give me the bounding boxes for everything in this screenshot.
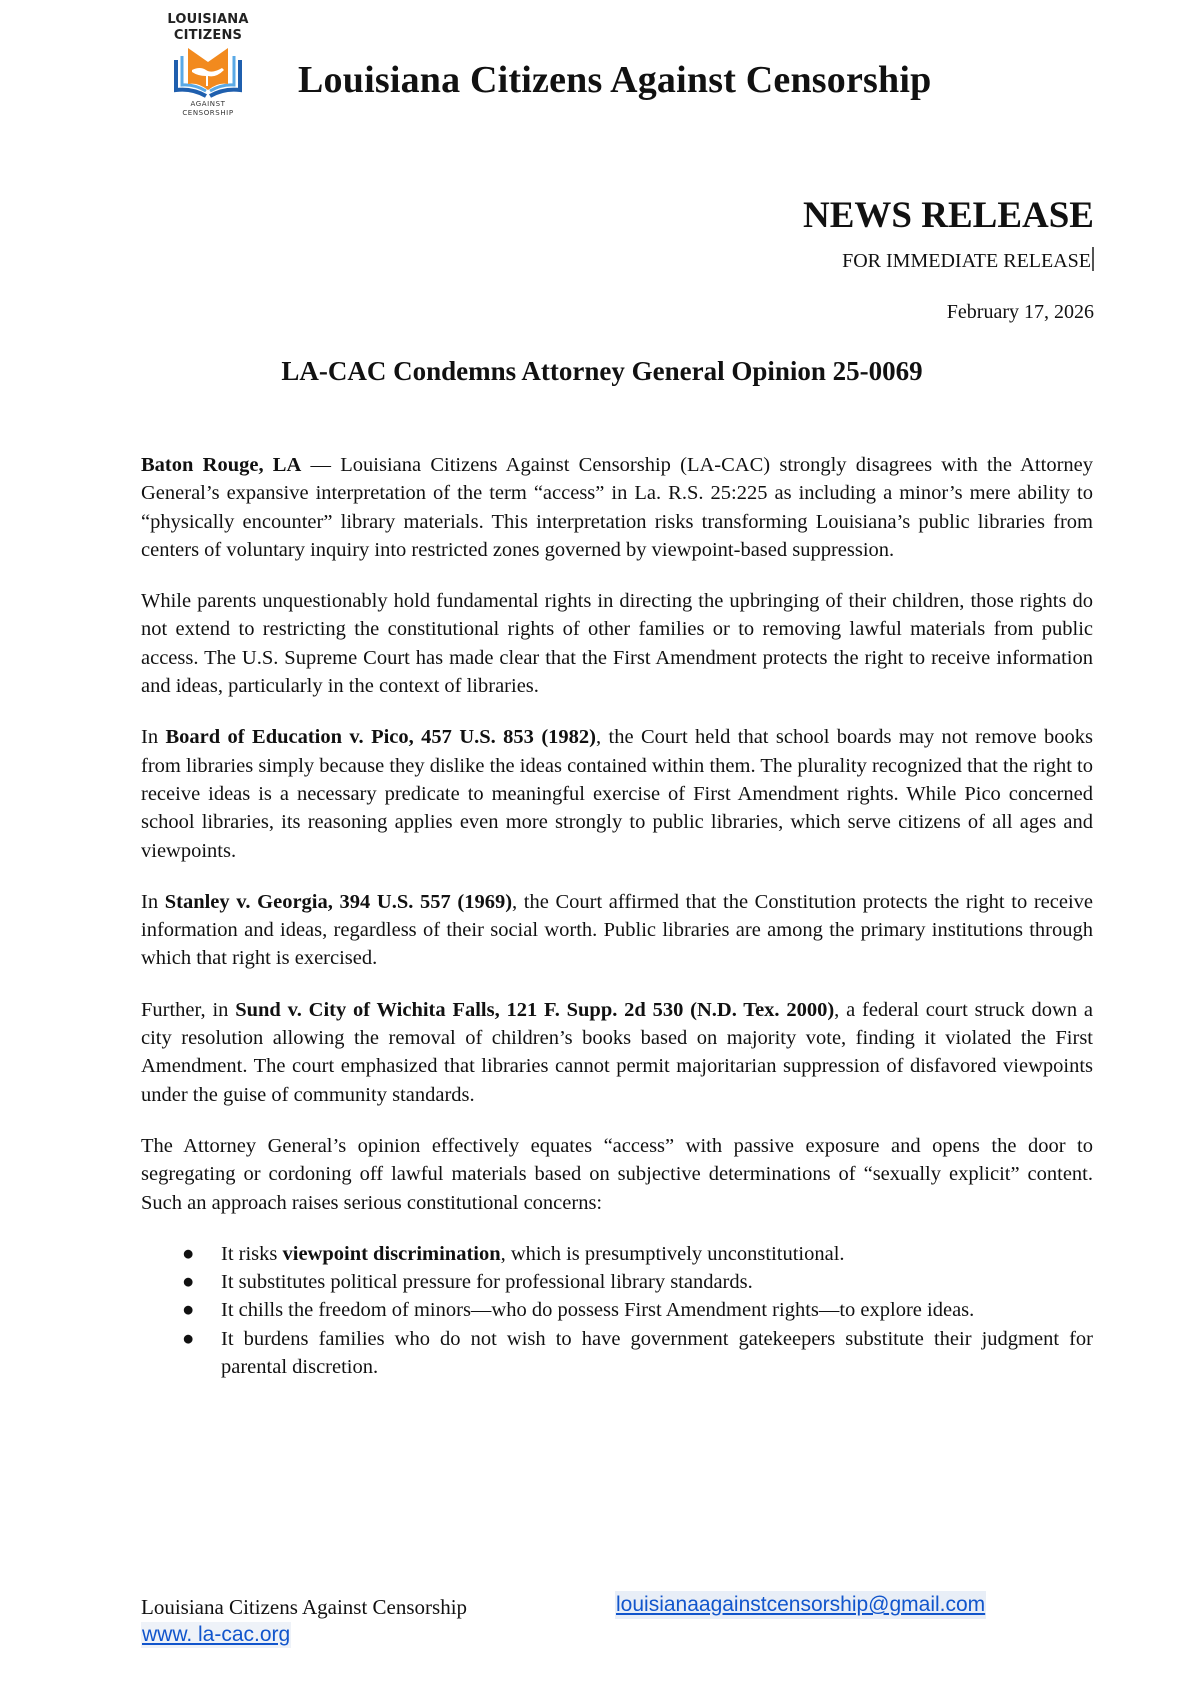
open-book-pelican-icon	[172, 46, 244, 98]
list-item-text: , which is presumptively unconstitutional.	[500, 1242, 845, 1265]
list-item-text: It burdens families who do not wish to have government gatekeepers substitute their judgment for parental discretion.	[221, 1327, 1093, 1379]
organization-title: Louisiana Citizens Against Censorship	[298, 59, 932, 101]
bullet-icon: ●	[182, 1242, 195, 1265]
release-notice	[842, 247, 1094, 273]
paragraph-text: , the Court affirmed that the Constitution protects the right to receive information and ideas, regardless of their social worth. Public libraries are among the primary institutions through which that right is exercised.	[141, 890, 1094, 970]
logo-text-line4: CENSORSHIP	[182, 109, 234, 117]
logo-text-line2: CITIZENS	[173, 28, 243, 43]
paragraph-text: Further, in	[141, 998, 236, 1021]
list-item	[141, 1240, 1093, 1268]
list-item-text: It risks	[221, 1242, 283, 1265]
release-notice-text: FOR IMMEDIATE RELEASE	[842, 250, 1091, 272]
paragraph-text: , the Court held that school boards may not remove books from libraries simply because they dislike the ideas contained within them. The plurality recognized that the right to receive ideas is a necessary predicate to meaningful exercise of First Amendment rights. While Pico concerned school libraries, its reasoning applies even more strongly to public libraries, which serve citizens of all ages and viewpoints.	[141, 726, 1094, 862]
case-citation: Sund v. City of Wichita Falls, 121 F. Supp. 2d 530 (N.D. Tex. 2000)	[235, 998, 835, 1021]
paragraph-intro	[141, 451, 1093, 564]
list-item-text: It substitutes political pressure for professional library standards.	[221, 1271, 753, 1294]
list-item-text: It chills the freedom of minors—who do possess First Amendment rights—to explore ideas.	[221, 1299, 975, 1322]
release-date: February 17, 2026	[946, 301, 1094, 323]
bullet-icon: ●	[182, 1299, 195, 1322]
logo-text-line3: AGAINST	[190, 100, 226, 108]
paragraph-pico	[141, 723, 1093, 864]
headline: LA-CAC Condemns Attorney General Opinion 25-0069	[281, 356, 923, 386]
paragraph-parents-rights: While parents unquestionably hold fundamental rights in directing the upbringing of their children, those rights do not extend to restricting the constitutional rights of other families or to removing lawful materials from public access. The U.S. Supreme Court has made clear that the First Amendment protects the right to receive information and ideas, particularly in the context of libraries.	[141, 590, 1093, 698]
bullet-icon: ●	[182, 1327, 195, 1350]
text-cursor	[1092, 247, 1094, 271]
paragraph-text: In	[141, 726, 166, 749]
paragraph-text: In	[141, 890, 165, 913]
paragraph-stanley	[141, 888, 1093, 973]
paragraph-sund	[141, 996, 1093, 1109]
footer-organization: Louisiana Citizens Against Censorship	[141, 1595, 468, 1619]
bullet-icon: ●	[182, 1271, 195, 1294]
email-link[interactable]: louisianaagainstcensorship@gmail.com	[615, 1591, 986, 1619]
case-citation: Board of Education v. Pico, 457 U.S. 853 (1982)	[165, 726, 596, 749]
list-item	[141, 1268, 1093, 1296]
paragraph-ag-opinion: The Attorney General’s opinion effectively equates “access” with passive exposure and opens the door to segregating or cordoning off lawful materials based on subjective determinations of “sexually explicit” content. Such an approach raises serious constitutional concerns:	[141, 1134, 1093, 1214]
paragraph-text: — Louisiana Citizens Against Censorship (LA-CAC) strongly disagrees with the Attorney General’s expansive interpretation of the term “access” in La. R.S. 25:225 as including a minor’s mere ability to “physically encounter” library materials. This interpretation risks transforming Louisiana’s public libraries from centers of voluntary inquiry into restricted zones governed by viewpoint-based suppression.	[141, 454, 1094, 561]
emphasis: viewpoint discrimination	[282, 1242, 501, 1265]
organization-logo	[160, 12, 256, 130]
release-body	[141, 451, 1093, 1381]
list-item	[141, 1325, 1093, 1382]
concerns-list	[141, 1240, 1093, 1381]
case-citation: Stanley v. Georgia, 394 U.S. 557 (1969)	[164, 890, 513, 913]
list-item	[141, 1296, 1093, 1324]
logo-text-line1: LOUISIANA	[167, 12, 249, 27]
website-link[interactable]: www. la-cac.org	[142, 1623, 291, 1646]
dateline: Baton Rouge, LA	[141, 454, 302, 476]
news-release-heading: NEWS RELEASE	[803, 195, 1094, 236]
paragraph-text: , a federal court struck down a city resolution allowing the removal of children’s books based on majority vote, finding it violated the First Amendment. The court emphasized that libraries cannot permit majoritarian suppression of disfavored viewpoints under the guise of community standards.	[141, 998, 1093, 1106]
